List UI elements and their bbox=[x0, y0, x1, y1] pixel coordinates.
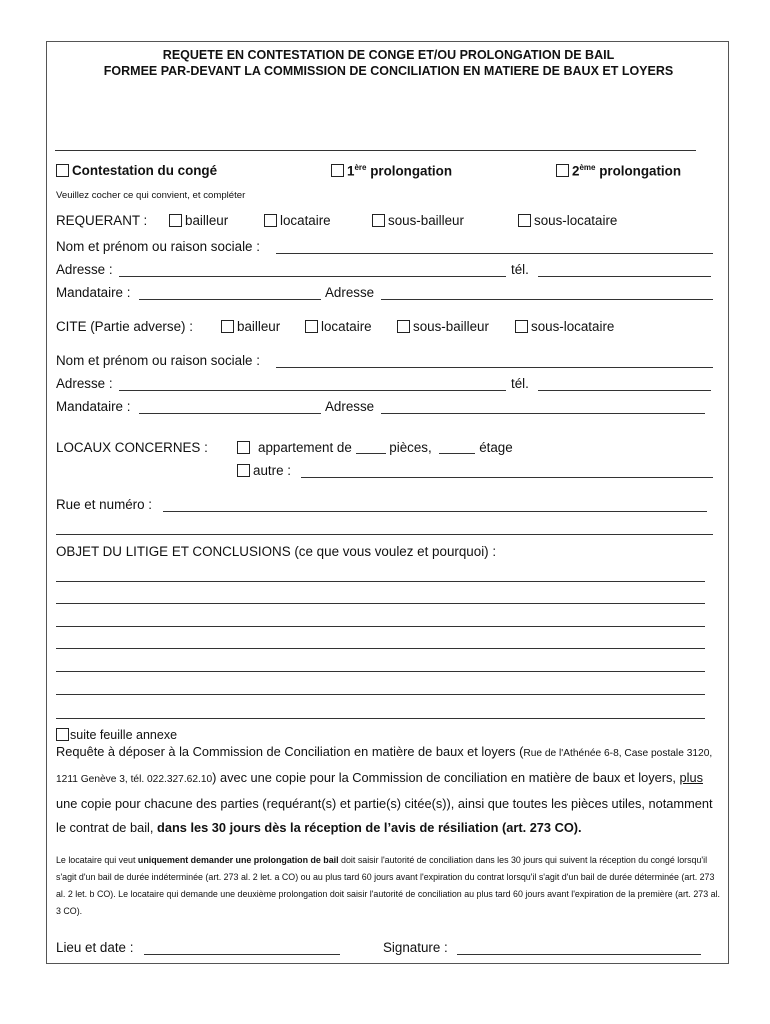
checkbox[interactable] bbox=[515, 320, 528, 333]
objet-label: OBJET DU LITIGE ET CONCLUSIONS (ce que vous voulez et pourquoi) : bbox=[56, 544, 497, 559]
requerant-mandataire-field[interactable] bbox=[139, 299, 321, 300]
cite-option-locataire[interactable]: locataire bbox=[305, 319, 372, 334]
requerant-tel-label: tél. bbox=[511, 262, 529, 277]
checkbox[interactable] bbox=[169, 214, 182, 227]
cite-label: CITE (Partie adverse) : bbox=[56, 319, 193, 334]
checkbox[interactable] bbox=[305, 320, 318, 333]
requerant-mandataire-address-label: Adresse bbox=[325, 285, 375, 300]
autre-field[interactable] bbox=[301, 477, 713, 478]
first-prolongation-checkbox[interactable] bbox=[331, 164, 344, 177]
rue-label: Rue et numéro : bbox=[56, 497, 153, 512]
form-title-line2: FORMEE PAR-DEVANT LA COMMISSION DE CONCILIATION EN MATIERE DE BAUX ET LOYERS bbox=[103, 64, 674, 78]
checkbox[interactable] bbox=[397, 320, 410, 333]
pieces-field[interactable] bbox=[356, 441, 386, 454]
second-prolongation-checkbox[interactable] bbox=[556, 164, 569, 177]
checkbox[interactable] bbox=[518, 214, 531, 227]
cite-option-bailleur[interactable]: bailleur bbox=[221, 319, 280, 334]
requerant-address-label: Adresse : bbox=[56, 262, 113, 277]
requerant-tel-field[interactable] bbox=[538, 276, 711, 277]
objet-line[interactable] bbox=[56, 718, 705, 719]
appartement-checkbox[interactable] bbox=[237, 441, 250, 454]
signature-field[interactable] bbox=[457, 954, 701, 955]
objet-line[interactable] bbox=[56, 603, 705, 604]
cite-address-field[interactable] bbox=[119, 390, 506, 391]
requerant-mandataire-label: Mandataire : bbox=[56, 285, 131, 300]
checkbox[interactable] bbox=[221, 320, 234, 333]
objet-line[interactable] bbox=[56, 694, 705, 695]
cite-name-label: Nom et prénom ou raison sociale : bbox=[56, 353, 260, 368]
autre-checkbox[interactable] bbox=[237, 464, 250, 477]
locaux-label: LOCAUX CONCERNES : bbox=[56, 440, 208, 455]
objet-line[interactable] bbox=[56, 671, 705, 672]
cite-mandataire-label: Mandataire : bbox=[56, 399, 131, 414]
cite-mandataire-address-field[interactable] bbox=[381, 413, 705, 414]
contestation-option[interactable]: Contestation du congé bbox=[56, 163, 217, 178]
requerant-address-field[interactable] bbox=[119, 276, 506, 277]
instructions-paragraph: Requête à déposer à la Commission de Conciliation en matière de baux et loyers (Rue de l'Athénée 6-8, Case postale 3120, 1211 Genève 3, tél. 022.327.62.10) avec une copie pour la Commission de conciliation en matière de baux et loyers, plus une copie pour chacune des parties (requérant(s) et partie(s) citée(s)), ainsi que toutes les pièces utiles, notamment le contrat de bail, dans les 30 jours dès la réception de l’avis de résiliation (art. 273 CO). bbox=[56, 744, 713, 835]
first-prolongation-option[interactable]: 1ère prolongation bbox=[331, 163, 452, 178]
cite-tel-field[interactable] bbox=[538, 390, 711, 391]
requerant-option-sous-locataire[interactable]: sous-locataire bbox=[518, 213, 617, 228]
cite-option-sous-locataire[interactable]: sous-locataire bbox=[515, 319, 614, 334]
requerant-name-label: Nom et prénom ou raison sociale : bbox=[56, 239, 260, 254]
cite-name-field[interactable] bbox=[276, 367, 713, 368]
form-title-line1: REQUETE EN CONTESTATION DE CONGE ET/OU PROLONGATION DE BAIL bbox=[162, 48, 615, 62]
annexe-option[interactable]: suite feuille annexe bbox=[56, 728, 177, 742]
etage-field[interactable] bbox=[439, 441, 475, 454]
autre-option[interactable]: autre : bbox=[237, 463, 291, 478]
title-rule bbox=[55, 150, 696, 151]
prolongation-note: Le locataire qui veut uniquement demander une prolongation de bail doit saisir l'autorité de conciliation dans les 30 jours qui suivent la réception du congé lorsqu'il s'agit d'un bail de durée indéterminée (art. 273 al. 2 let. a CO) ou au plus tard 60 jours avant l'expiration du contrat lorsqu'il s'agit d'un bail de durée déterminée (art. 273 al. 2 let. b CO). Le locataire qui demande une deuxième prolongation doit saisir l'autorité de conciliation au plus tard 60 jours avant l'expiration de la première (art. 273 al. 3 CO). bbox=[56, 855, 720, 916]
cite-option-sous-bailleur[interactable]: sous-bailleur bbox=[397, 319, 489, 334]
cite-address-label: Adresse : bbox=[56, 376, 113, 391]
checkbox[interactable] bbox=[372, 214, 385, 227]
lieu-date-label: Lieu et date : bbox=[56, 940, 134, 955]
form-frame bbox=[46, 41, 729, 964]
rue-field-line2[interactable] bbox=[56, 534, 713, 535]
cite-tel-label: tél. bbox=[511, 376, 529, 391]
requerant-option-sous-bailleur[interactable]: sous-bailleur bbox=[372, 213, 464, 228]
requerant-label: REQUERANT : bbox=[56, 213, 148, 228]
second-prolongation-option[interactable]: 2ème prolongation bbox=[556, 163, 681, 178]
requerant-option-locataire[interactable]: locataire bbox=[264, 213, 331, 228]
requerant-mandataire-address-field[interactable] bbox=[381, 299, 713, 300]
requerant-name-field[interactable] bbox=[276, 253, 713, 254]
instruction-hint: Veuillez cocher ce qui convient, et compléter bbox=[56, 190, 246, 201]
requerant-option-bailleur[interactable]: bailleur bbox=[169, 213, 228, 228]
signature-label: Signature : bbox=[383, 940, 448, 955]
lieu-date-field[interactable] bbox=[144, 954, 340, 955]
checkbox[interactable] bbox=[264, 214, 277, 227]
rue-field[interactable] bbox=[163, 511, 707, 512]
objet-line[interactable] bbox=[56, 581, 705, 582]
contestation-checkbox[interactable] bbox=[56, 164, 69, 177]
cite-mandataire-address-label: Adresse bbox=[325, 399, 375, 414]
objet-line[interactable] bbox=[56, 626, 705, 627]
appartement-option[interactable]: appartement de pièces, étage bbox=[237, 440, 513, 455]
objet-line[interactable] bbox=[56, 648, 705, 649]
cite-mandataire-field[interactable] bbox=[139, 413, 321, 414]
